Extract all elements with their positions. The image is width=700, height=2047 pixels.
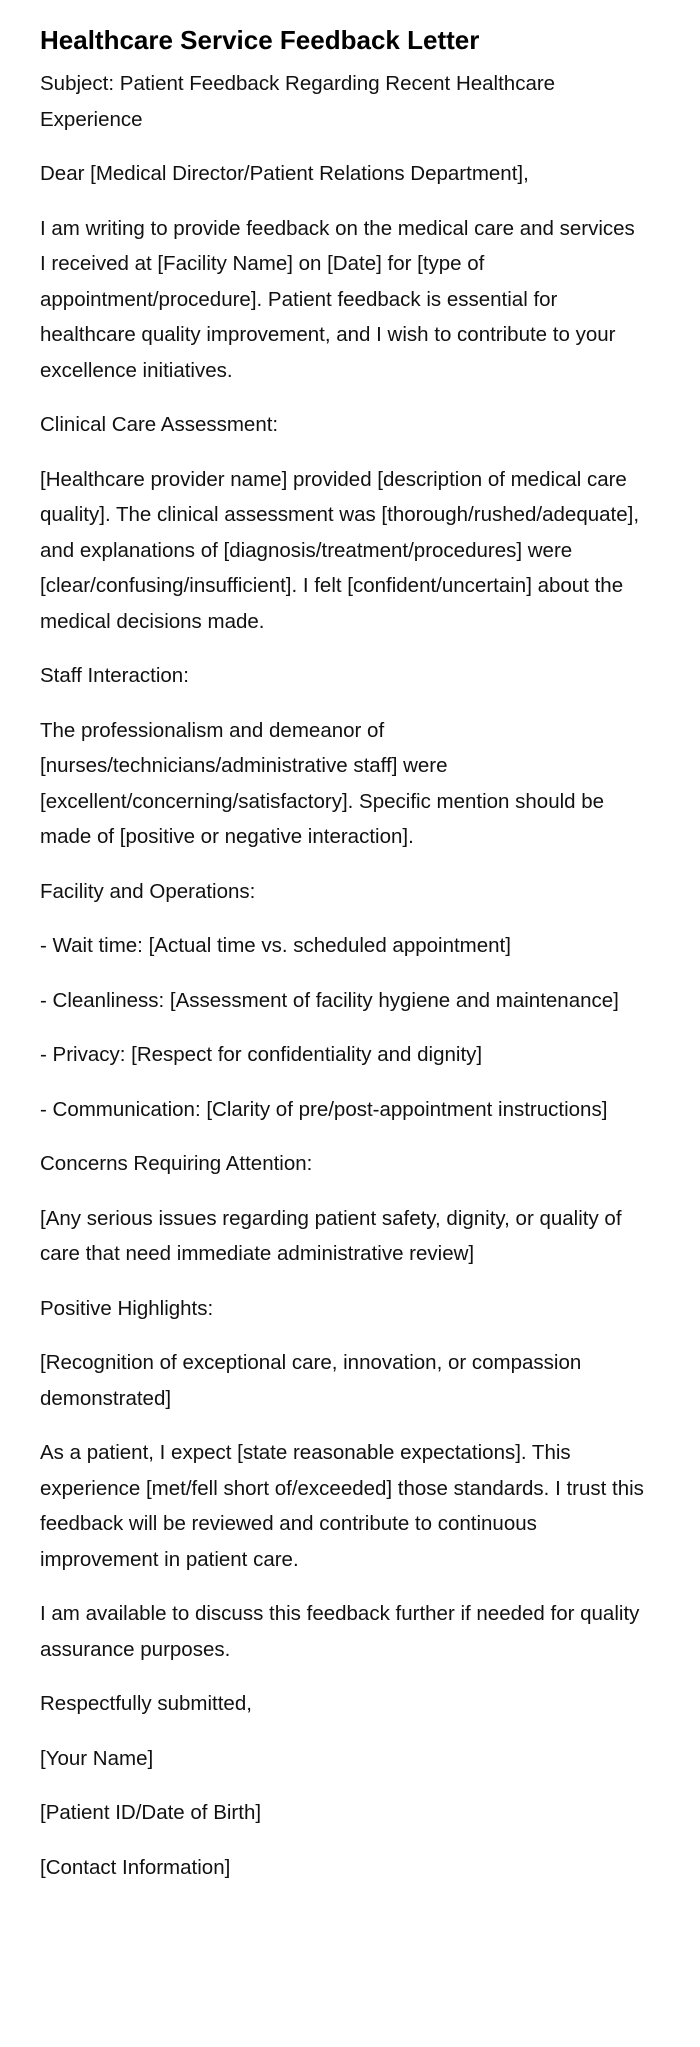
subject-line: Subject: Patient Feedback Regarding Recent Healthcare Experience <box>40 72 556 131</box>
section-heading-clinical-care: Clinical Care Assessment: <box>40 413 279 436</box>
list-item-wait-time: - Wait time: [Actual time vs. scheduled appointment] <box>40 934 511 957</box>
closing: Respectfully submitted, <box>40 1692 252 1715</box>
salutation: Dear [Medical Director/Patient Relations Department], <box>40 162 529 185</box>
signature-contact: [Contact Information] <box>40 1855 231 1879</box>
section-heading-staff-interaction: Staff Interaction: <box>40 664 189 687</box>
availability-paragraph: I am available to discuss this feedback further if needed for quality assurance purposes. <box>40 1602 640 1661</box>
section-heading-positive-highlights: Positive Highlights: <box>40 1296 214 1320</box>
letter-title: Healthcare Service Feedback Letter <box>40 25 480 55</box>
positive-highlights-paragraph: [Recognition of exceptional care, innovation, or compassion demonstrated] <box>40 1351 582 1410</box>
section-heading-facility-operations: Facility and Operations: <box>40 879 256 903</box>
expectations-paragraph: As a patient, I expect [state reasonable expectations]. This experience [met/fell short of/exceeded] those standards. I trust this feedback will be reviewed and contribute to continuous improvement in patient care. <box>40 1441 644 1571</box>
letter <box>40 20 646 1904</box>
list-item-communication: - Communication: [Clarity of pre/post-appointment instructions] <box>40 1097 608 1121</box>
clinical-care-paragraph: [Healthcare provider name] provided [description of medical care quality]. The clinical assessment was [thorough/rushed/adequate], and explanations of [diagnosis/treatment/procedures] were [clear/confusing/insufficient]. I felt [confident/uncertain] about the medical decisions made. <box>40 467 640 633</box>
list-item-cleanliness: - Cleanliness: [Assessment of facility hygiene and maintenance] <box>40 988 619 1012</box>
section-heading-concerns: Concerns Requiring Attention: <box>40 1152 313 1175</box>
signature-patient-id: [Patient ID/Date of Birth] <box>40 1801 262 1824</box>
intro-paragraph: I am writing to provide feedback on the medical care and services I received at [Facility Name] on [Date] for [type of appointment/procedure]. Patient feedback is essential for healthcare quality improvement, and I wish to contribute to your excellence initiatives. <box>40 216 635 382</box>
staff-interaction-paragraph: The professionalism and demeanor of [nurses/technicians/administrative staff] were [excellent/concerning/satisfactory]. Specific mention should be made of [positive or negative interaction]. <box>40 718 605 848</box>
concerns-paragraph: [Any serious issues regarding patient safety, dignity, or quality of care that need immediate administrative review] <box>40 1206 622 1265</box>
list-item-privacy: - Privacy: [Respect for confidentiality and dignity] <box>40 1043 483 1066</box>
signature-name: [Your Name] <box>40 1746 154 1770</box>
